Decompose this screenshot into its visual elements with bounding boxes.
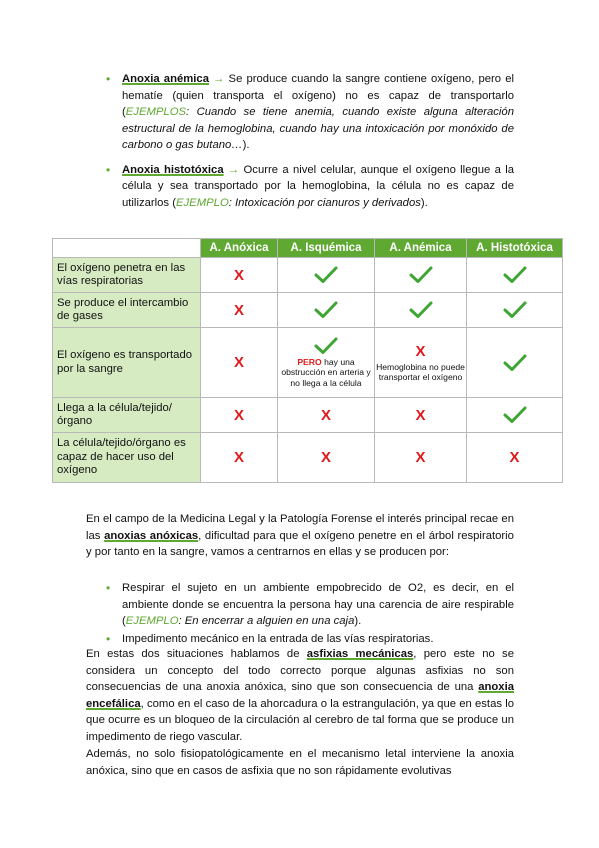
table-cell <box>278 293 375 328</box>
definition-text: Se produce cuando la sangre contiene oxígeno, pero el hematíe (quien transporta el oxígeno) no es capaz de transportarlo ( <box>122 73 514 118</box>
table-cell <box>278 328 375 398</box>
table-row <box>53 433 563 483</box>
pero-label: PERO <box>297 357 322 368</box>
text-run: En el campo de la Medicina Legal y la Patología Forense el interés principal recae en las <box>86 513 514 542</box>
cross-icon: X <box>233 354 244 371</box>
paragraph: Además, no solo fisiopatológicamente en el mecanismo letal interviene la anoxia anóxica, sino que en casos de asfixia que no son rápidamente evolutivas <box>86 748 514 777</box>
row-header: La célula/tejido/órgano es capaz de hacer uso del oxígeno <box>53 433 201 483</box>
term-anoxias-anoxicas: anoxias anóxicas <box>104 529 199 542</box>
column-header: A. Anémica <box>375 239 467 258</box>
cross-icon: X <box>509 449 520 466</box>
arrow-icon: → <box>227 163 240 176</box>
closing-text: ). <box>354 615 362 627</box>
text-run: Impedimento mecánico en la entrada de las vías respiratorias. <box>122 632 434 645</box>
check-icon <box>409 301 433 319</box>
table-cell <box>201 398 278 433</box>
text-run: En estas dos situaciones hablamos de <box>86 648 307 660</box>
example-label: EJEMPLO <box>176 196 229 209</box>
cell-note <box>278 357 374 388</box>
cross-icon: X <box>233 449 244 466</box>
table-cell <box>375 258 467 293</box>
example-label: EJEMPLO <box>125 615 179 627</box>
table-corner-cell <box>53 239 201 258</box>
cell-mark <box>415 342 426 360</box>
table-cell <box>375 293 467 328</box>
cross-icon: X <box>233 266 244 284</box>
list-item <box>122 71 514 154</box>
table-cell <box>201 293 278 328</box>
check-icon <box>409 266 433 284</box>
check-icon <box>503 266 527 284</box>
example-text: : Cuando se tiene anemia, cuando existe alguna alteración estructural de la hemoglobina, cuando hay una intoxicación por monóxido de carbono o gas butano… <box>122 106 514 151</box>
row-header: El oxígeno es transportado por la sangre <box>53 328 201 398</box>
table-row <box>53 328 563 398</box>
closing-text: ). <box>242 139 250 151</box>
term-anoxia-histotoxica: Anoxia histotóxica <box>122 163 224 176</box>
row-header: Se produce el intercambio de gases <box>53 293 201 328</box>
table-header-row <box>53 239 563 258</box>
table-cell <box>467 293 563 328</box>
table-row <box>53 258 563 293</box>
text-run: Respirar el sujeto en un ambiente empobrecido de O2, es decir, en el ambiente donde se encuentra la persona hay una carencia de aire respirable ( <box>122 582 514 627</box>
arrow-icon: → <box>213 73 225 85</box>
example-text: : En encerrar a alguien en una caja <box>178 615 355 627</box>
text-run: , como en el caso de la ahorcadura o la estrangulación, ya que en estas lo que ocurre es un bloqueo de la circulación al cerebro de tal forma que se produce un impedimento de riego vascular. <box>86 697 514 743</box>
table-cell <box>375 328 467 398</box>
list-item <box>122 162 514 212</box>
table-cell <box>278 398 375 433</box>
text-run: , pero este no se considera un concepto del todo correcto porque algunas asfixias no son consecuencias de una anoxia anóxica, sino que son consecuencia de una <box>86 648 514 693</box>
table-cell <box>278 433 375 483</box>
definition-text: Ocurre a nivel celular, aunque el oxígeno llegue a la célula y sea transportado por la hemoglobina, la célula no es capaz de utilizarlos ( <box>122 163 515 209</box>
anemica-note: Hemoglobina no puede transportar el oxígeno <box>376 361 465 382</box>
example-label: EJEMPLOS <box>125 106 187 118</box>
check-icon <box>503 406 527 424</box>
row-header: El oxígeno penetra en las vías respiratorias <box>53 258 201 293</box>
table-row <box>53 293 563 328</box>
check-icon <box>503 301 527 319</box>
check-icon <box>503 354 527 372</box>
table-cell <box>201 328 278 398</box>
table-row <box>53 398 563 433</box>
paragraph <box>86 646 514 745</box>
text-run: , dificultad para que el oxígeno penetre en el árbol respiratorio y por tanto en la sangre, vamos a centrarnos en ellas y se producen por: <box>86 529 514 558</box>
table-cell <box>278 258 375 293</box>
cross-icon: X <box>320 406 331 424</box>
closing-text: ). <box>420 196 428 209</box>
cross-icon: X <box>415 342 426 360</box>
list-item <box>122 580 514 630</box>
row-header: Llega a la célula/tejido/órgano <box>53 398 201 433</box>
column-header: A. Isquémica <box>278 239 375 258</box>
isquemica-note: hay una obstrucción en arteria y no llega a la célula <box>281 357 371 388</box>
table-cell <box>467 398 563 433</box>
example-text: : Intoxicación por cianuros y derivados <box>228 196 421 209</box>
table-cell <box>467 258 563 293</box>
table-cell <box>375 398 467 433</box>
causes-list <box>122 580 514 647</box>
term-anoxia-anemica: Anoxia anémica <box>122 73 209 85</box>
table-cell <box>375 433 467 483</box>
table-cell <box>201 433 278 483</box>
cell-mark <box>314 340 338 352</box>
check-icon <box>314 266 338 284</box>
table-cell <box>467 433 563 483</box>
cross-icon: X <box>233 301 244 319</box>
cross-icon: X <box>415 406 426 424</box>
cross-icon: X <box>320 449 331 466</box>
list-item <box>122 631 514 648</box>
paragraph <box>86 511 514 561</box>
term-asfixias-mecanicas: asfixias mecánicas <box>306 648 414 660</box>
check-icon <box>314 337 338 355</box>
anoxia-types-list <box>122 71 514 219</box>
table-cell <box>467 328 563 398</box>
cross-icon: X <box>415 449 426 466</box>
table-cell <box>201 258 278 293</box>
check-icon <box>314 301 338 319</box>
column-header: A. Anóxica <box>201 239 278 258</box>
cross-icon: X <box>233 406 244 424</box>
term-anoxia-encefalica: anoxia encefálica <box>86 681 514 710</box>
column-header: A. Histotóxica <box>467 239 563 258</box>
anoxia-comparison-table <box>52 238 563 483</box>
